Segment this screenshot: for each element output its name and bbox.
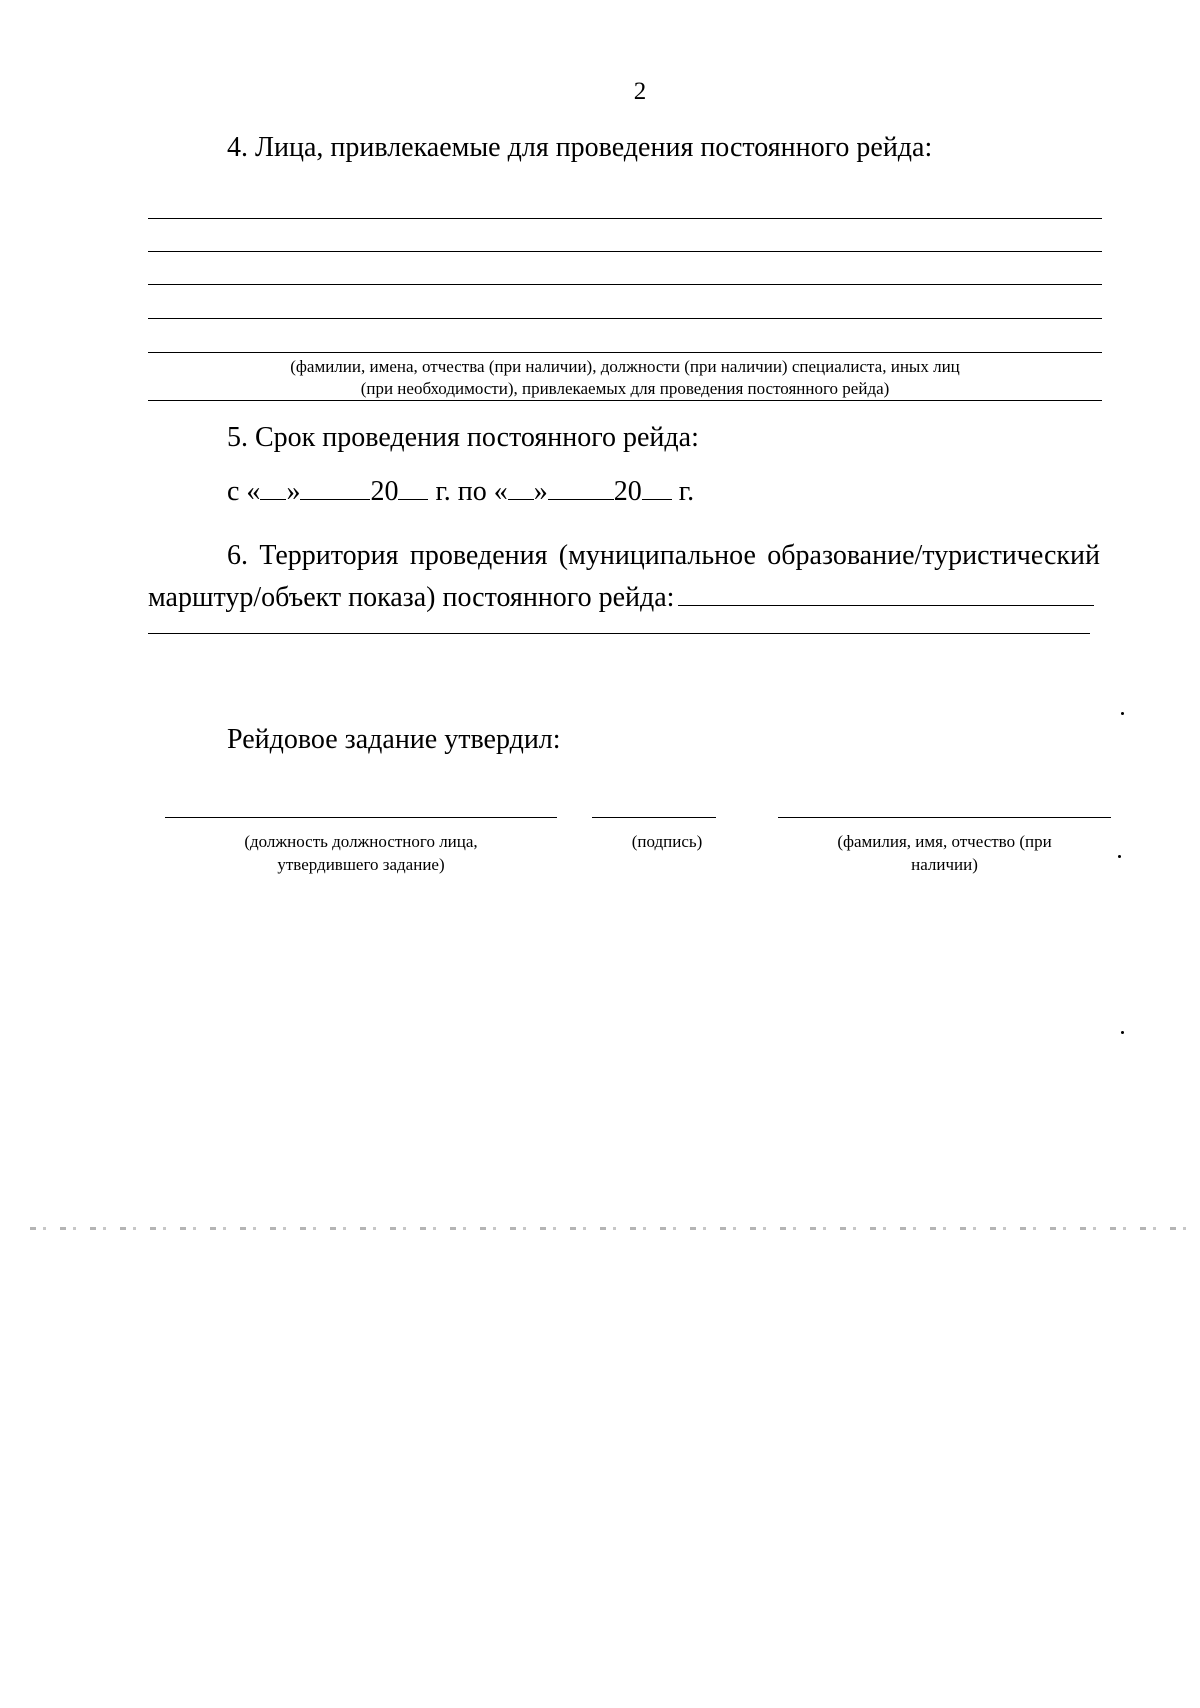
date-from-prefix: с « bbox=[227, 476, 261, 507]
section-4-line-1 bbox=[148, 218, 1102, 219]
date-from-year-blank bbox=[398, 475, 428, 500]
section-4-line-2 bbox=[148, 251, 1102, 252]
name-caption-line-1: (фамилия, имя, отчество (при bbox=[837, 832, 1052, 851]
position-line bbox=[165, 817, 557, 818]
position-caption-line-2: утвердившего задание) bbox=[277, 855, 445, 874]
name-line bbox=[778, 817, 1111, 818]
section-6-text: 6. Территория проведения (муниципальное образование/туристический марштур/объект показа) постоянного рейда: bbox=[148, 540, 1100, 613]
page-number: 2 bbox=[633, 78, 647, 105]
section-4-caption-line-1: (фамилии, имена, отчества (при наличии), должности (при наличии) специалиста, иных лиц bbox=[290, 357, 960, 376]
scan-speck bbox=[1118, 855, 1121, 858]
date-from-close-quote: » bbox=[286, 476, 301, 507]
signature-line bbox=[592, 817, 716, 818]
date-from-month-blank bbox=[300, 475, 370, 500]
date-to-month-blank bbox=[548, 475, 614, 500]
section-4-line-6 bbox=[148, 400, 1102, 401]
section-6-paragraph bbox=[148, 537, 1100, 617]
date-to-day-blank bbox=[508, 475, 534, 500]
date-to-year-prefix: 20 bbox=[613, 476, 642, 507]
date-from-day-blank bbox=[260, 475, 286, 500]
scan-speck bbox=[1121, 712, 1124, 715]
scan-speck bbox=[1121, 1031, 1124, 1034]
position-caption-line-1: (должность должностного лица, bbox=[244, 832, 478, 851]
date-to-year-blank bbox=[642, 475, 672, 500]
date-from-year-prefix: 20 bbox=[370, 476, 399, 507]
approval-heading: Рейдовое задание утвердил: bbox=[227, 724, 561, 755]
date-range-row bbox=[227, 475, 694, 509]
signature-caption: (подпись) bbox=[631, 832, 703, 851]
section-6-fill-line bbox=[678, 575, 1094, 606]
scan-noise-strip bbox=[30, 1227, 1190, 1230]
section-4-heading: 4. Лица, привлекаемые для проведения постоянного рейда: bbox=[227, 132, 933, 163]
section-4-line-3 bbox=[148, 284, 1102, 285]
section-4-line-5 bbox=[148, 352, 1102, 353]
date-separator: г. по « bbox=[428, 476, 508, 507]
section-4-caption-line-2: (при необходимости), привлекаемых для проведения постоянного рейда) bbox=[360, 379, 890, 398]
date-to-year-suffix: г. bbox=[671, 476, 695, 507]
section-4-line-4 bbox=[148, 318, 1102, 319]
section-6-extra-line bbox=[148, 633, 1090, 634]
date-to-close-quote: » bbox=[533, 476, 548, 507]
section-5-heading: 5. Срок проведения постоянного рейда: bbox=[227, 422, 699, 453]
name-caption-line-2: наличии) bbox=[911, 855, 978, 874]
